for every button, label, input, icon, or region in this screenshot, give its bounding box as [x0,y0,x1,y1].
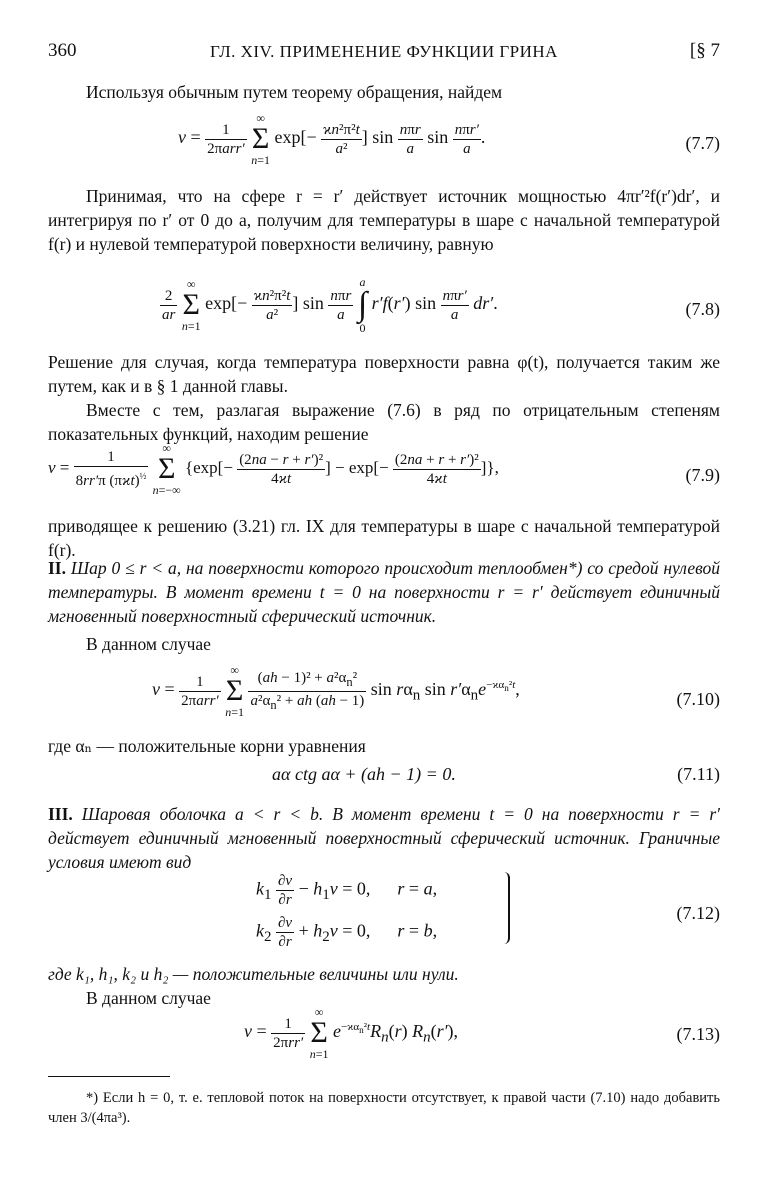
case-2-label: II. [48,558,66,578]
equation-7-10: v = $\frac{1}{\text{2πarr′}}$ ∞ Σ n=1 $\frac{(ah - 1)^2 + a^2\alpha_n^2}{a^2\alpha_n^2 + ah (ah - 1)}$ $\sin r\alpha_n$ $\sin r'\alpha_ne^{-ϰ\alpha_n^2t}$, [152,663,520,719]
running-title: ГЛ. XIV. ПРИМЕНЕНИЕ ФУНКЦИИ ГРИНА [210,42,558,61]
equation-7-13: v = $\frac{1}{\text{2πrr′}}$ ∞ Σ n=1 $e^{-ϰ\alpha_n^2t}R_n(r)$ $R_n(r')$, [244,1005,459,1061]
equation-7-11: aα ctg aα + (ah − 1) = 0. [272,764,456,784]
paragraph-case-3 [48,802,720,874]
section-marker: [§ 7 [689,40,720,61]
equation-7-12-line-1: $k_1$ $\frac{\partial v}{\partial r}$ − $h_1v = 0$, r = a, [256,873,438,908]
equation-number-7-13: (7.13) [676,1024,720,1044]
case-3-text: Шаровая оболочка a < r < b. В момент времени t = 0 на поверхности r = r′ действует единичный мгновенный поверхностный сферический источник. Граничные условия имеют вид [48,804,721,872]
equation-7-12-line-2: $k_2$ $\frac{\partial v}{\partial r}$ + $h_2v = 0$, r = b, [256,915,438,950]
case-3-label: III. [48,804,73,824]
paragraph-3: Решение для случая, когда температура поверхности равна φ(t), получается таким же путем, как и в § 1 данной главы. [48,352,720,396]
paragraph-4: Вместе с тем, разлагая выражение (7.6) в ряд по отрицательным степеням показательных функций, находим решение [48,400,720,444]
paragraph-11: В данном случае [86,988,211,1008]
page-number: 360 [48,40,77,61]
paragraph-5: приводящее к решению (3.21) гл. IX для температуры в шаре с начальной температурой f(r). [48,516,720,560]
equation-7-9: v = $\frac{1}{8rr'\pi (\pi ϰt)^{\frac{1}{2}}}$ ∞ Σ n=−∞ {exp[− $\frac{\text{(2na − r + r′)²}}{4ϰt}$ ] − exp[− $\frac{\text{(2na + r + r′)²}}{4ϰt}$ ]}, [48,441,499,497]
paragraph-7: В данном случае [86,634,211,654]
footnote: *) Если h = 0, т. е. тепловой поток на поверхности отсутствует, к правой части (7.10) надо добавить член 3/(4πa³). [48,1090,720,1126]
paragraph-10: где k₁, h₁, k₂ и h₂ — положительные величины или нули. [48,964,459,984]
footnote-rule [48,1076,170,1077]
equation-number-7-11: (7.11) [677,764,720,784]
paragraph-8: где αₙ — положительные корни уравнения [48,736,366,756]
equation-7-7: v = $\frac{1}{\text{2πarr′}}$ ∞ Σ n=1 exp[− $\frac{\text{ϰn²π²t}}{\text{a²}}$ ] sin $\frac{\text{nπr}}{a}$ sin $\frac{\text{nπr′}}{a}$ . [178,111,486,167]
case-2-text: Шар 0 ≤ r < a, на поверхности которого происходит теплообмен*) со средой нулевой температуры. В момент времени t = 0 на поверхности r = r′ действует единичный мгновенный поверхностный сферический источник. [48,558,721,626]
paragraph-case-2 [48,556,720,628]
system-brace [500,872,510,944]
paragraph-2: Принимая, что на сфере r = r′ действует источник мощностью 4πr′²f(r′)dr′, и интегрируя по r′ от 0 до a, получим для температуры в шаре с начальной температурой f(r) и нулевой температурой поверхности величину, равную [48,186,720,254]
equation-number-7-8: (7.8) [685,299,720,319]
equation-number-7-9: (7.9) [685,465,720,485]
equation-number-7-7: (7.7) [685,133,720,153]
equation-number-7-10: (7.10) [676,689,720,709]
equation-number-7-12: (7.12) [676,903,720,923]
paragraph-1: Используя обычным путем теорему обращения, найдем [86,82,503,102]
equation-7-8: $\frac{2}{ar}$ ∞ Σ n=1 exp[− $\frac{\text{ϰn²π²t}}{\text{a²}}$ ] sin $\frac{\text{nπr}}{a}$ a ∫ 0 r′f(r′) sin $\frac{\text{nπr′}}{a}$ dr′. [162,275,498,335]
